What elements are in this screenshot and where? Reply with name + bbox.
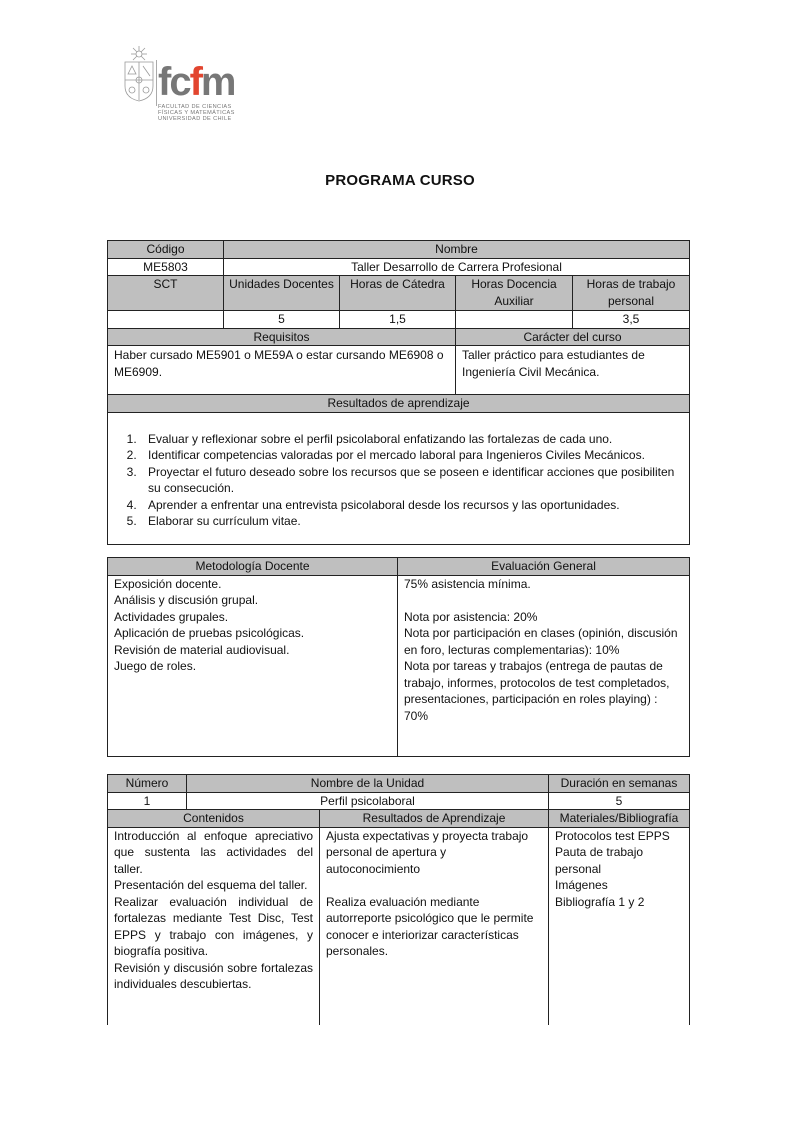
fcfm-logo: [120, 46, 245, 126]
resultados-list: [114, 431, 683, 530]
contenido-item: Introducción al enfoque apreciativo que sustenta las actividades del taller.: [114, 828, 313, 876]
resultado-item: 5. Elaborar su currículum vitae.: [140, 513, 683, 530]
horas-auxiliar-value: [456, 311, 573, 329]
metodologia-item: Exposición docente.: [114, 576, 222, 591]
resultado-item: 4. Aprender a enfrentar una entrevista psicolaboral desde los recursos y las oportunidades.: [140, 497, 683, 514]
resultado-item: 1. Evaluar y reflexionar sobre el perfil psicolaboral enfatizando las fortalezas de cada uno.: [140, 431, 683, 448]
evaluacion-cell: [398, 575, 690, 756]
evaluacion-item: Nota por asistencia: 20%: [404, 609, 538, 624]
resultado-aprendizaje-item: Ajusta expectativas y proyecta trabajo personal de apertura y autoconocimiento: [326, 828, 529, 876]
logo-subtitle-line: UNIVERSIDAD DE CHILE: [158, 116, 232, 122]
sct-header: SCT: [108, 276, 224, 311]
numero-header: Número: [108, 775, 187, 793]
metodologia-item: Aplicación de pruebas psicológicas.: [114, 626, 305, 640]
resultados-aprendizaje-header: Resultados de Aprendizaje: [320, 810, 549, 828]
nombre-unidad-value: Perfil psicolaboral: [187, 792, 549, 810]
resultados-header: Resultados de aprendizaje: [108, 395, 690, 413]
material-item: Pauta de trabajo personal: [555, 845, 644, 876]
contenido-item: Presentación del esquema del taller.: [114, 878, 308, 892]
horas-auxiliar-header: Horas Docencia Auxiliar: [456, 276, 573, 311]
evaluacion-item: Nota por tareas y trabajos (entrega de pautas de trabajo, informes, protocolos de test completados, presentaciones, participación en roles playing) : 70%: [404, 659, 670, 723]
duracion-value: 5: [549, 792, 690, 810]
evaluacion-item: 75% asistencia mínima.: [404, 576, 531, 591]
nombre-value: Taller Desarrollo de Carrera Profesional: [224, 258, 690, 276]
requisitos-value: Haber cursado ME5901 o ME59A o estar cursando ME6908 o ME6909.: [108, 346, 456, 395]
nombre-unidad-header: Nombre de la Unidad: [187, 775, 549, 793]
resultado-item: 3. Proyectar el futuro deseado sobre los recursos que se poseen e identificar acciones que posibiliten su consecución.: [140, 464, 683, 497]
logo-wordmark-fc: fc: [158, 60, 190, 104]
contenidos-header: Contenidos: [108, 810, 320, 828]
sct-value: [108, 311, 224, 329]
horas-catedra-value: 1,5: [340, 311, 456, 329]
metodologia-cell: [108, 575, 398, 756]
materiales-cell: [549, 827, 690, 1025]
evaluacion-header: Evaluación General: [398, 558, 690, 576]
logo-subtitle-line: FÍSICAS Y MATEMÁTICAS: [158, 110, 235, 116]
logo-wordmark: [158, 62, 234, 102]
evaluacion-spacer: [404, 592, 683, 609]
caracter-value: Taller práctico para estudiantes de Ingeniería Civil Mecánica.: [456, 346, 690, 395]
unidades-docentes-value: 5: [224, 311, 340, 329]
materiales-header: Materiales/Bibliografía: [549, 810, 690, 828]
metodologia-item: Revisión de material audiovisual.: [114, 642, 290, 657]
caracter-header: Carácter del curso: [456, 328, 690, 346]
page-title: PROGRAMA CURSO: [325, 172, 475, 189]
material-item: Protocolos test EPPS: [555, 828, 670, 843]
course-info-table: [107, 240, 690, 545]
unidades-docentes-header: Unidades Docentes: [224, 276, 340, 311]
resultado-aprendizaje-item: Realiza evaluación mediante autorreporte psicológico que le permite conocer e interiorizar características personales.: [326, 894, 534, 958]
unit-table: [107, 774, 690, 1025]
logo-subtitle: [158, 104, 235, 122]
resultados-list-cell: [108, 412, 690, 544]
contenidos-cell: [108, 827, 320, 1025]
metodologia-item: Análisis y discusión grupal.: [114, 593, 259, 607]
metodologia-header: Metodología Docente: [108, 558, 398, 576]
evaluacion-item: Nota por participación en clases (opinión, discusión en foro, lecturas complementarias): 10%: [404, 626, 678, 657]
material-item: Imágenes: [555, 878, 608, 892]
methodology-table: [107, 557, 690, 757]
resultado-item: 2. Identificar competencias valoradas por el mercado laboral para Ingenieros Civiles Mecánicos.: [140, 447, 683, 464]
resultados-aprendizaje-cell: [320, 827, 549, 1025]
horas-personal-header: Horas de trabajo personal: [573, 276, 690, 311]
requisitos-header: Requisitos: [108, 328, 456, 346]
university-crest-icon: [122, 46, 156, 102]
logo-wordmark-f-accent: f: [189, 60, 201, 104]
horas-catedra-header: Horas de Cátedra: [340, 276, 456, 311]
contenido-item: Realizar evaluación individual de fortalezas mediante Test Disc, Test EPPS y trabajo con imágenes, y biografía positiva.: [114, 894, 313, 958]
contenido-item: Revisión y discusión sobre fortalezas individuales descubiertas.: [114, 960, 313, 991]
codigo-header: Código: [108, 241, 224, 259]
metodologia-item: Actividades grupales.: [114, 609, 229, 624]
horas-personal-value: 3,5: [573, 311, 690, 329]
nombre-header: Nombre: [224, 241, 690, 259]
resultado-spacer: [326, 877, 542, 894]
numero-value: 1: [108, 792, 187, 810]
material-item: Bibliografía 1 y 2: [555, 894, 645, 909]
duracion-header: Duración en semanas: [549, 775, 690, 793]
metodologia-item: Juego de roles.: [114, 659, 197, 673]
logo-subtitle-line: FACULTAD DE CIENCIAS: [158, 104, 232, 110]
logo-wordmark-m: m: [200, 60, 235, 104]
logo-separator: [156, 60, 157, 106]
codigo-value: ME5803: [108, 258, 224, 276]
